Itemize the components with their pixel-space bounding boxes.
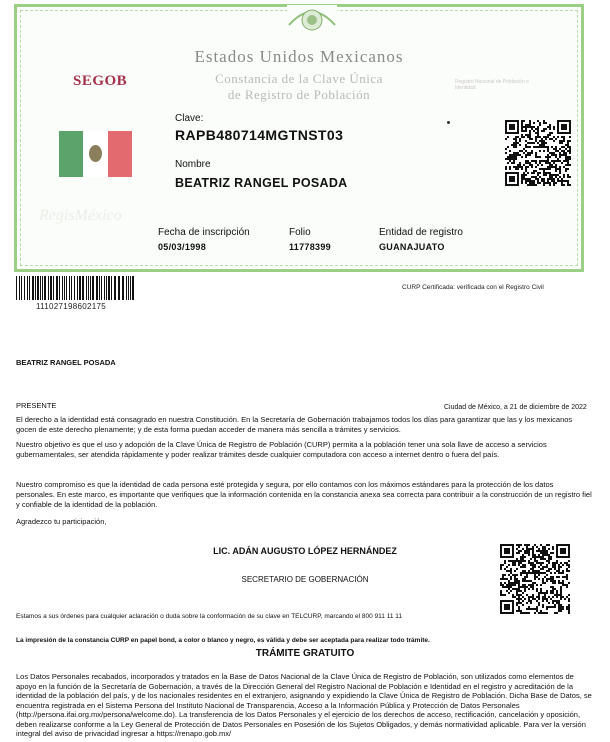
clave-label: Clave: [175,113,204,124]
country-title: Estados Unidos Mexicanos [194,47,404,66]
recipient-name: BEATRIZ RANGEL POSADA [16,358,116,367]
privacy-notice: Los Datos Personales recabados, incorporados y tratados en la Base de Datos Nacional de la Clave Única de Registro de Población, son utilizados como elementos de apoyo en la función de la Secretaría de Gobernación, a través de la Dirección General del Registro Nacional de Población e Identidad en el registro y acreditación de la identidad de la población del país, y de los nacionales residentes en el extranjero, asignando y expidiendo la Clave Única de Registro de Población. Dicha Base de Datos, se encuentra registrada en el Sistema Persona del Instituto Nacional de Transparencia, Acceso a la Información Pública y Protección de Datos Personales (http://persona.ifai.org.mx/persona/welcome.do). La transferencia de los Datos Personales y el ejercicio de los derechos de acceso, rectificación, cancelación y oposición, deben realizarse conforme a la Ley General de Protección de Datos Personales en Posesión de los Sujetos Obligados, y demás normatividad aplicable. Para ver la versión integral del aviso de privacidad ingresar a https://renapo.gob.mx/ [16,672,592,738]
document-title-line-1: Constancia de la Clave Única [215,71,383,86]
barcode-block [14,276,140,311]
qr-code-icon [505,120,571,186]
verification-note: CURP Certificada: verificada con el Registro Civil [402,284,544,291]
folio-value: 11778399 [289,242,331,252]
greeting: PRESENTE [16,401,57,410]
coat-of-arms-seal-icon [287,5,337,35]
nombre-value: BEATRIZ RANGEL POSADA [175,176,348,190]
print-validity-note: La impresión de la constancia CURP en papel bond, a color o blanco y negro, es válida y debe ser aceptada para realizar todo trámite. [16,637,430,644]
paragraph-thanks: Agradezco tu participación, [16,517,107,526]
dot-mark [447,121,450,124]
watermark-logo: RegisMéxico [39,207,122,224]
paragraph-objective: Nuestro objetivo es que el uso y adopción de la Clave Única de Registro de Población (CURP) permita a la población tener una sola llave de acceso a servicios gubernamentales, ser atendida rápidamente y poder realizar trámites desde cualquier computadora con acceso a internet dentro o fuera del país. [16,440,547,459]
agency-logo: SEGOB [73,73,128,89]
barcode-icon [14,276,140,300]
signer-name: LIC. ADÁN AUGUSTO LÓPEZ HERNÁNDEZ [213,546,397,556]
free-procedure-heading: TRÁMITE GRATUITO [255,648,355,659]
paragraph-commitment: Nuestro compromiso es que la identidad de cada persona esté protegida y segura, por ello contamos con los máximos estándares para la protección de los datos personales. En este marco, es importante que verifiques que la información contenida en la constancia anexa sea correcta para contribuir a la construcción de un registro fiel y confiable de la identidad de la población. [16,480,592,509]
entidad-registro-label: Entidad de registro [379,227,463,238]
fecha-inscripcion-value: 05/03/1998 [158,242,207,252]
nombre-label: Nombre [175,159,211,170]
curp-certificate-card [14,4,584,272]
signature-qr-code-icon [500,544,570,614]
contact-note: Estamos a sus órdenes para cualquier aclaración o duda sobre la conformación de su clave en TELCURP, marcando el 800 911 11 11 [16,613,403,620]
watermark-text: Registro Nacional de Población e Identidad [455,79,529,91]
mexican-flag-icon [59,131,132,177]
entidad-registro-value: GUANAJUATO [379,242,445,252]
signer-title: SECRETARIO DE GOBERNACIÓN [241,575,369,584]
paragraph-identity-right: El derecho a la identidad está consagrado en nuestra Constitución. En la Secretaría de Gobernación trabajamos todos los días para garantizar que las y los mexicanos gocen de este derecho plenamente; y de esta forma puedan acceder de manera más sencilla a trámites y servicios. [16,415,573,434]
barcode-number: 111027198602175 [36,302,107,311]
clave-value: RAPB480714MGTNST03 [175,127,344,143]
folio-label: Folio [289,227,311,238]
place-date: Ciudad de México, a 21 de diciembre de 2022 [444,404,587,411]
document-title-line-2: de Registro de Población [227,87,371,102]
fecha-inscripcion-label: Fecha de inscripción [158,227,250,238]
